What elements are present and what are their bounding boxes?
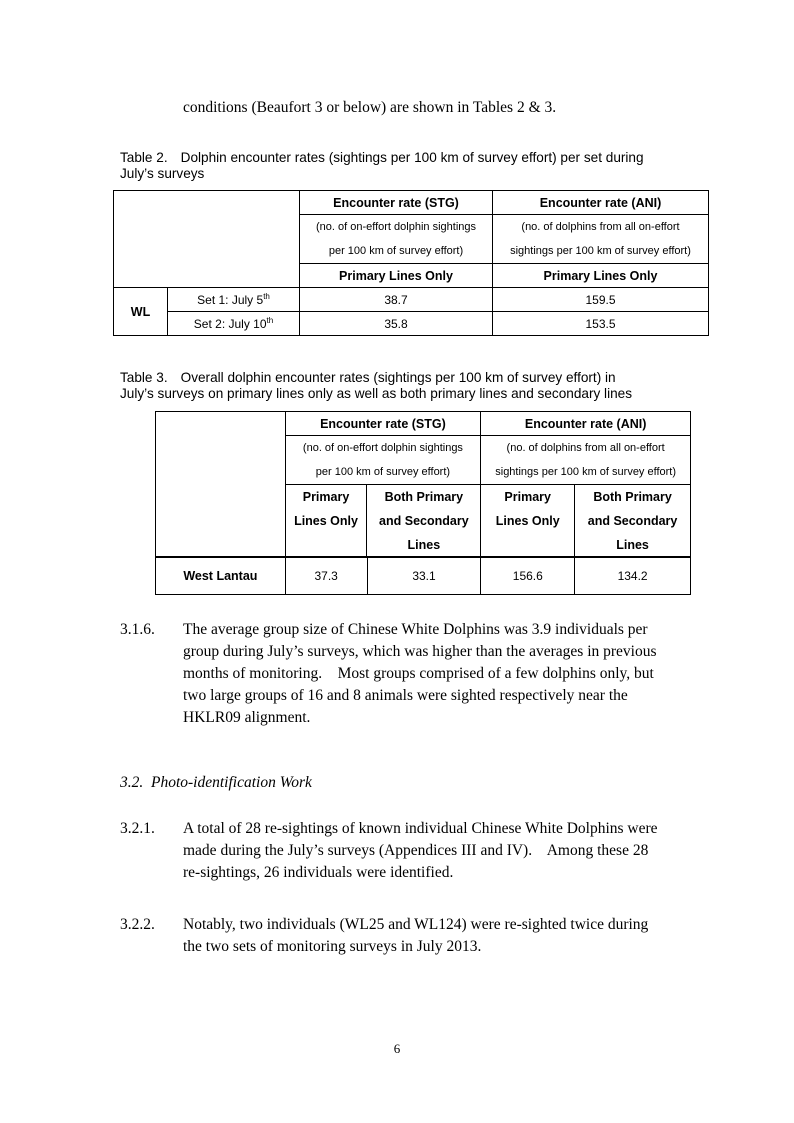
table2-label: Table 2. [120,150,168,165]
table2-stg-sub2: per 100 km of survey effort) [300,239,493,264]
table2-caption-line1: Dolphin encounter rates (sightings per 100 km of survey effort) per set during [180,150,644,165]
table3-data-row [155,556,691,595]
table2-ani-title: Encounter rate (ANI) [493,191,709,215]
paragraph-line: made during the July’s surveys (Appendices III and IV). Among these 28 [183,842,649,859]
table3-ani-primary-value: 156.6 [481,557,575,595]
table2-ani-primary-header: Primary Lines Only [493,264,709,288]
table2-caption [120,150,720,182]
paragraph-3-2-1 [120,818,690,888]
table3-ani-sub2: sightings per 100 km of survey effort) [481,460,691,485]
table3-ani-primary-header: Primary Lines Only [481,485,575,558]
table2-set2-label: Set 2: July 10th [168,312,300,336]
table3-stg-both-value: 33.1 [367,557,481,595]
table3-stg-title: Encounter rate (STG) [285,412,481,436]
table2-set1-ani: 159.5 [493,288,709,312]
table2-set1-label: Set 1: July 5th [168,288,300,312]
table2-set1-stg: 38.7 [300,288,493,312]
paragraph-line: Notably, two individuals (WL25 and WL124) were re-sighted twice during [183,916,649,933]
table2 [113,190,709,336]
table3-caption [120,370,760,402]
table2-stg-primary-header: Primary Lines Only [300,264,493,288]
table2-empty-corner [114,191,300,288]
paragraph-line: group during July’s surveys, which was higher than the averages in previous [183,643,657,660]
table3-row-label: West Lantau [156,557,286,595]
paragraph-line: two large groups of 16 and 8 animals were sighted respectively near the [183,687,628,704]
paragraph-line: the two sets of monitoring surveys in July 2013. [183,938,482,955]
table2-ani-sub1: (no. of dolphins from all on-effort [493,215,709,240]
paragraph-3-1-6 [120,619,690,739]
table3 [155,411,691,558]
paragraph-number: 3.2.2. [120,916,155,933]
paragraph-line: A total of 28 re-sightings of known individual Chinese White Dolphins were [183,820,658,837]
table3-ani-both-header: Both Primary and Secondary Lines [575,485,691,558]
table2-area-label: WL [114,288,168,336]
paragraph-line: months of monitoring. Most groups comprised of a few dolphins only, but [183,665,654,682]
table3-stg-sub1: (no. of on-effort dolphin sightings [285,436,481,461]
table2-ani-sub2: sightings per 100 km of survey effort) [493,239,709,264]
intro-text: conditions (Beaufort 3 or below) are shown in Tables 2 & 3. [183,99,557,116]
table3-stg-both-header: Both Primary and Secondary Lines [367,485,481,558]
table3-stg-sub2: per 100 km of survey effort) [285,460,481,485]
paragraph-3-2-2 [120,914,690,962]
table2-set2-stg: 35.8 [300,312,493,336]
table3-label: Table 3. [120,370,168,385]
table2-stg-sub1: (no. of on-effort dolphin sightings [300,215,493,240]
table3-stg-primary-value: 37.3 [285,557,367,595]
paragraph-line: The average group size of Chinese White Dolphins was 3.9 individuals per [183,621,648,638]
paragraph-line: re-sightings, 26 individuals were identified. [183,864,454,881]
table2-set2-ani: 153.5 [493,312,709,336]
table2-stg-title: Encounter rate (STG) [300,191,493,215]
table3-ani-title: Encounter rate (ANI) [481,412,691,436]
page-number: 6 [393,1041,401,1056]
table3-caption-line1: Overall dolphin encounter rates (sightings per 100 km of survey effort) in [180,370,616,385]
table3-empty-corner [156,412,286,558]
paragraph-line: HKLR09 alignment. [183,709,311,726]
paragraph-number: 3.1.6. [120,621,155,638]
paragraph-number: 3.2.1. [120,820,155,837]
table2-caption-line2: July’s surveys [120,166,205,181]
section-heading-3-2: 3.2. Photo-identification Work [120,774,312,791]
table3-caption-line2: July’s surveys on primary lines only as well as both primary lines and secondary lines [120,386,633,401]
table3-stg-primary-header: Primary Lines Only [285,485,367,558]
table3-ani-sub1: (no. of dolphins from all on-effort [481,436,691,461]
table3-ani-both-value: 134.2 [575,557,691,595]
